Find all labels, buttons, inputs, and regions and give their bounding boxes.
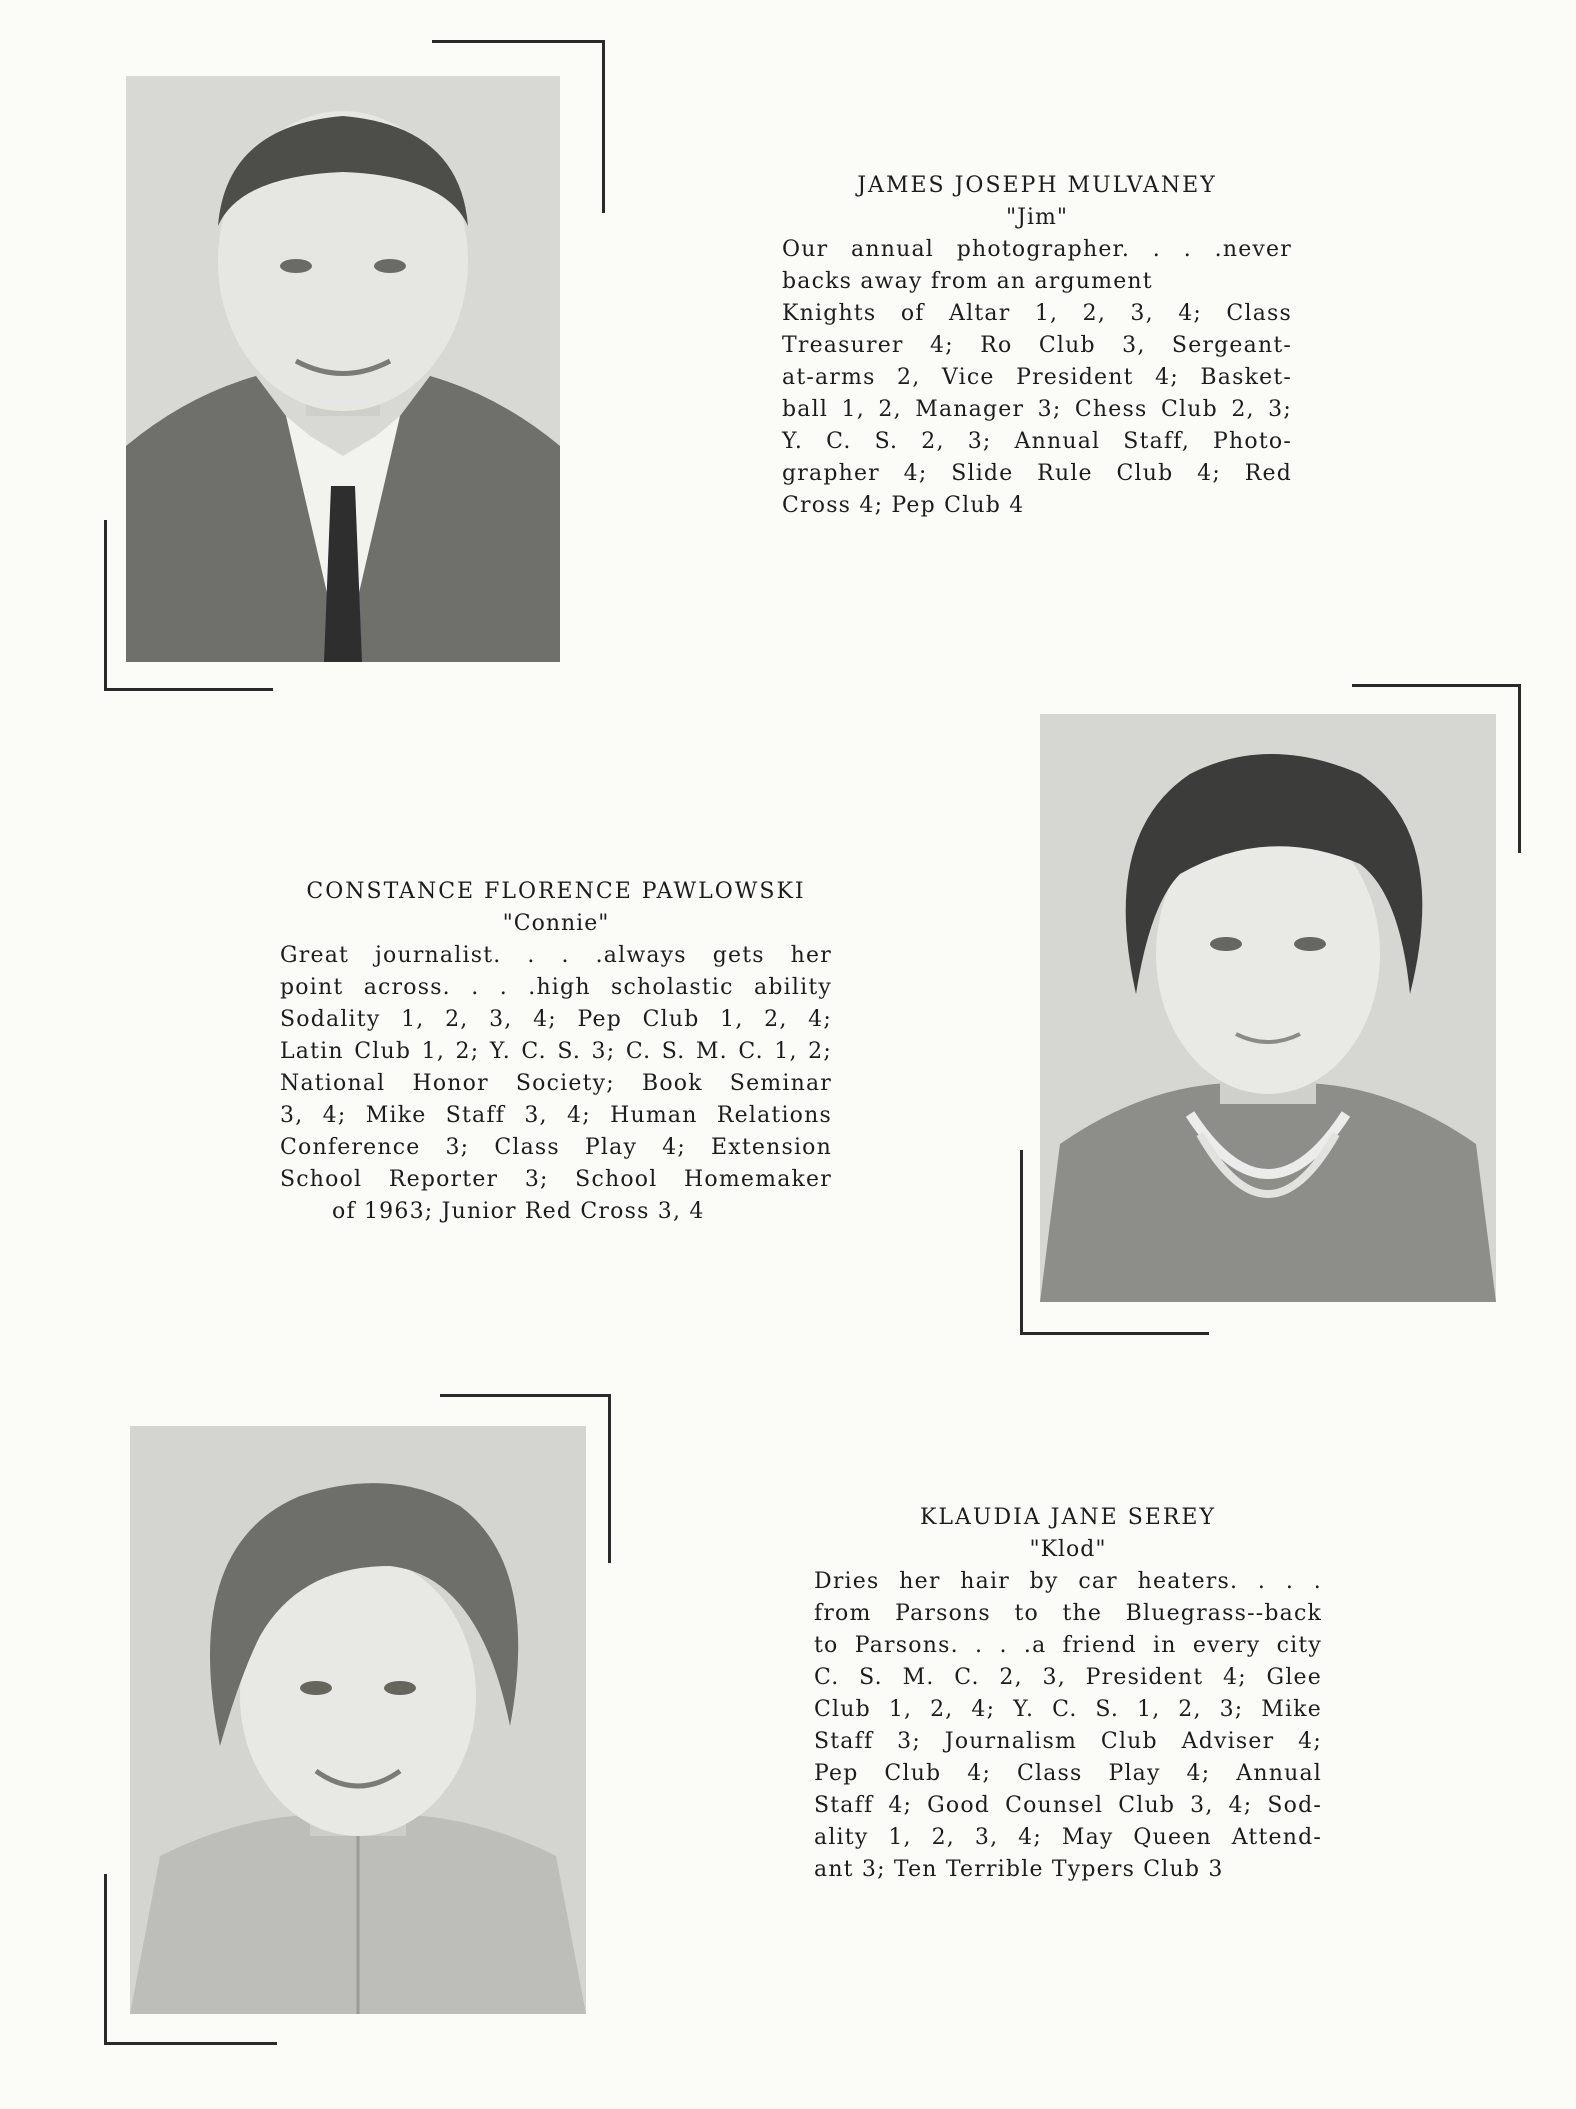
student-nickname: "Connie" (502, 911, 610, 936)
bio-line: Latin Club 1, 2; Y. C. S. 3; C. S. M. C. 1, 2; (280, 1039, 832, 1064)
student-name: KLAUDIA JANE SEREY (920, 1505, 1216, 1530)
portrait-girl-icon (1040, 714, 1496, 1302)
student-activities (782, 234, 1292, 522)
bio-line: from Parsons to the Bluegrass--back (814, 1601, 1322, 1626)
bio-line: Conference 3; Class Play 4; Extension (280, 1135, 832, 1160)
bio-line: at-arms 2, Vice President 4; Basket- (782, 365, 1292, 390)
portrait-girl-icon (130, 1426, 586, 2014)
student-photo-serey (130, 1426, 586, 2014)
student-name: JAMES JOSEPH MULVANEY (857, 173, 1217, 198)
bio-line: Staff 3; Journalism Club Adviser 4; (814, 1729, 1322, 1754)
bio-line: of 1963; Junior Red Cross 3, 4 (332, 1199, 705, 1224)
student-bio-serey (814, 1502, 1322, 1886)
bio-line: backs away from an argument (782, 269, 1153, 294)
student-nickname: "Klod" (1029, 1537, 1107, 1562)
bio-line: Club 1, 2, 4; Y. C. S. 1, 2, 3; Mike (814, 1697, 1322, 1722)
bio-line: Y. C. S. 2, 3; Annual Staff, Photo- (782, 429, 1292, 454)
student-bio-pawlowski (280, 876, 832, 1228)
bio-line: to Parsons. . . .a friend in every city (814, 1633, 1322, 1658)
student-activities (280, 940, 832, 1228)
portrait-boy-icon (126, 76, 560, 662)
bio-line: grapher 4; Slide Rule Club 4; Red (782, 461, 1292, 486)
bio-line: Our annual photographer. . . .never (782, 237, 1292, 262)
bio-line: National Honor Society; Book Seminar (280, 1071, 832, 1096)
student-photo-mulvaney (126, 76, 560, 662)
bio-line: Staff 4; Good Counsel Club 3, 4; Sod- (814, 1793, 1322, 1818)
bio-line: C. S. M. C. 2, 3, President 4; Glee (814, 1665, 1322, 1690)
bio-line: Dries her hair by car heaters. . . . (814, 1569, 1322, 1594)
bio-line: Knights of Altar 1, 2, 3, 4; Class (782, 301, 1292, 326)
student-nickname: "Jim" (1006, 205, 1068, 230)
bio-line: ball 1, 2, Manager 3; Chess Club 2, 3; (782, 397, 1292, 422)
bio-line: point across. . . .high scholastic ability (280, 975, 832, 1000)
student-name: CONSTANCE FLORENCE PAWLOWSKI (306, 879, 806, 904)
student-bio-mulvaney (782, 170, 1292, 522)
bio-line: Cross 4; Pep Club 4 (782, 493, 1025, 518)
bio-line: Treasurer 4; Ro Club 3, Sergeant- (782, 333, 1292, 358)
student-activities (814, 1566, 1322, 1886)
bio-line: Sodality 1, 2, 3, 4; Pep Club 1, 2, 4; (280, 1007, 832, 1032)
bio-line: Great journalist. . . .always gets her (280, 943, 832, 968)
bio-line: ality 1, 2, 3, 4; May Queen Attend- (814, 1825, 1322, 1850)
bio-line: ant 3; Ten Terrible Typers Club 3 (814, 1857, 1224, 1882)
bio-line: Pep Club 4; Class Play 4; Annual (814, 1761, 1322, 1786)
bio-line: School Reporter 3; School Homemaker (280, 1167, 832, 1192)
student-photo-pawlowski (1040, 714, 1496, 1302)
bio-line: 3, 4; Mike Staff 3, 4; Human Relations (280, 1103, 832, 1128)
